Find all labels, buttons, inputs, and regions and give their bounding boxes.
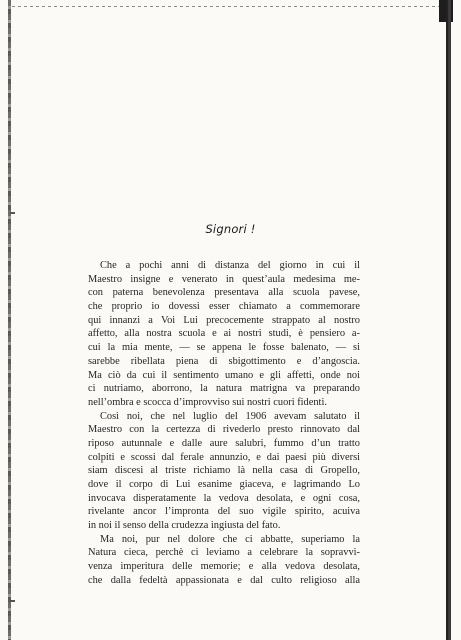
paragraph — [88, 533, 360, 588]
text-line: che proprio io dovessi esser chiamato a commemorare — [88, 301, 360, 313]
text-line: nell’ombra e scocca d’improvviso sui nostri cuori fidenti. — [88, 396, 327, 408]
binding-right-edge — [446, 0, 451, 640]
text-line: siam discesi al triste richiamo là nella casa di Gropello, — [88, 465, 360, 477]
text-line: che dalla fedeltà appassionata e dal culto religioso alla — [88, 574, 360, 586]
text-line: dove il corpo di Lui esanime giaceva, e lagrimando Lo — [88, 479, 360, 490]
text-line: Maestro insigne e venerato in quest’aula medesima me- — [88, 273, 360, 285]
text-line: colpiti e scossi dal ferale annunzio, e dai paesi più diversi — [88, 451, 360, 463]
text-line: Maestro con la certezza di rivederlo presto rinnovato dal — [88, 424, 360, 436]
text-line: ci nutriamo, aborrono, la natura matrigna va preparando — [88, 383, 360, 395]
page-top-edge — [12, 6, 447, 7]
text-line: rivelante ancor l’impronta del suo vigile spirito, acuiva — [88, 506, 360, 518]
page-heading: Signori ! — [205, 222, 256, 236]
binding-tick — [10, 212, 15, 214]
text-line: Ma ciò da cui il sentimento umano e gli affetti, onde noi — [88, 369, 360, 381]
text-line: venza imperitura delle memorie; e alla vedova desolata, — [88, 561, 360, 573]
paragraph — [88, 259, 360, 410]
text-line: riposo autunnale e dalle aure salubri, fummo d’un tratto — [88, 437, 360, 449]
body-text — [88, 259, 360, 588]
text-line: affetto, alla nostra scuola e ai nostri studi, è pensiero a- — [88, 328, 360, 340]
binding-tick — [10, 600, 15, 602]
paragraph — [88, 410, 360, 533]
text-line: invocava disperatamente la vedova desolata, e ogni cosa, — [88, 492, 360, 504]
text-line: sarebbe ribellata piena di sbigottimento e d’angoscia. — [88, 355, 360, 367]
text-line: Natura cieca, perchè ci leviamo a celebrare la sopravvi- — [88, 547, 360, 559]
text-line: con paterna benevolenza presentava alla scuola pavese, — [88, 287, 360, 299]
text-line: Che a pochi anni di distanza del giorno in cui il — [100, 260, 360, 271]
text-line: cui la mia mente, — se appena le fosse balenato, — si — [88, 342, 360, 354]
binding-left-edge — [8, 0, 11, 640]
text-line: Ma noi, pur nel dolore che ci abbatte, superiamo la — [100, 533, 360, 545]
text-line: qui innanzi a Voi Lui precocemente strappato al nostro — [88, 314, 360, 326]
text-line: in noi il senso della crudezza ingiusta del fato. — [88, 520, 281, 532]
text-line: Così noi, che nel luglio del 1906 avevam salutato il — [100, 410, 360, 422]
